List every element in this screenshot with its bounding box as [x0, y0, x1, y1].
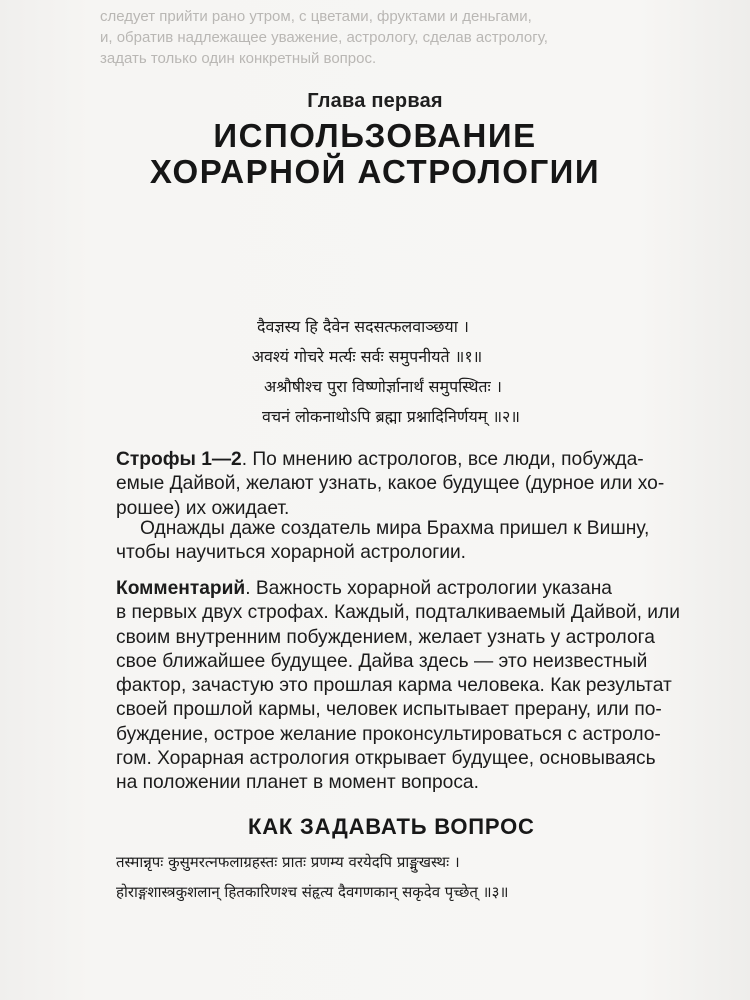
sanskrit-verse-line: अवश्यं गोचरे मर्त्यः सर्वः समुपनीयते ॥१॥	[251, 347, 483, 366]
bold-lead: Строфы 1—2	[116, 449, 242, 470]
sanskrit-verse-line: तस्मान्नृपः कुसुमरत्नफलाग्रहस्तः प्रातः प्रणम्य वरयेदपि प्राङ्मुखस्थः ।	[116, 853, 460, 871]
sanskrit-verse-line: अश्रौषीश्च पुरा विष्णोर्ज्ञानार्थं समुपस्थितः ।	[264, 377, 502, 396]
sanskrit-verse-line: दैवज्ञस्य हि दैवेन सदसत्फलवाञ्छया ।	[256, 317, 469, 336]
paragraph-strophes	[116, 448, 665, 521]
paragraph-line	[116, 448, 660, 472]
chapter-title-line-1: ИСПОЛЬЗОВАНИЕ	[213, 117, 537, 154]
sanskrit-verse-line: वचनं लोकनाथोऽपि ब्रह्मा प्रश्नादिनिर्णयम् ॥२॥	[262, 407, 520, 426]
bleed-through-text	[100, 6, 660, 69]
paragraph-line: Однажды даже создатель мира Брахма пришел к Вишну,	[140, 518, 650, 539]
paragraph-text: . По мнению астрологов, все люди, побужда-	[241, 449, 644, 470]
paragraph-line	[116, 577, 660, 601]
paragraph-line: свое ближайшее будущее. Дайва здесь — это неизвестный	[116, 650, 648, 672]
paragraph-line: буждение, острое желание проконсультироваться с астроло-	[116, 723, 661, 745]
paragraph-line: на положении планет в момент вопроса.	[116, 772, 479, 794]
section-heading: КАК ЗАДАВАТЬ ВОПРОС	[248, 814, 535, 839]
paragraph-line: фактор, зачастую это прошлая карма человека. Как результат	[116, 675, 672, 697]
paragraph-line: своим внутренним побуждением, желает узнать у астролога	[116, 626, 655, 648]
sanskrit-verse-line: होराङ्गशास्त्रकुशलान् हितकारिणश्च संहृत्य दैवगणकान् सकृदेव पृच्छेत् ॥३॥	[116, 883, 509, 901]
paragraph-line: емые Дайвой, желают узнать, какое будущее (дурное или хо-	[116, 473, 665, 495]
bleed-line: следует прийти рано утром, с цветами, фруктами и деньгами,	[100, 8, 532, 25]
bold-lead: Комментарий	[116, 578, 246, 599]
chapter-title-line-2: ХОРАРНОЙ АСТРОЛОГИИ	[149, 153, 601, 190]
paragraph-line: чтобы научиться хорарной астрологии.	[116, 542, 467, 564]
paragraph-line: рошее) их ожидает.	[116, 497, 290, 519]
paragraph-line: своей прошлой кармы, человек испытывает прерану, или по-	[116, 699, 662, 721]
paragraph-line: в первых двух строфах. Каждый, подталкиваемый Дайвой, или	[116, 602, 680, 624]
paragraph-brahma	[116, 517, 660, 566]
chapter-label: Глава первая	[307, 90, 443, 112]
paragraph-line: гом. Хорарная астрология открывает будущее, основываясь	[116, 748, 656, 770]
bleed-line: и, обратив надлежащее уважение, астрологу, сделав астрологу,	[100, 29, 548, 46]
bleed-line: задать только один конкретный вопрос.	[100, 50, 377, 67]
paragraph-text: . Важность хорарной астрологии указана	[245, 578, 612, 599]
paragraph-commentary	[116, 577, 680, 796]
